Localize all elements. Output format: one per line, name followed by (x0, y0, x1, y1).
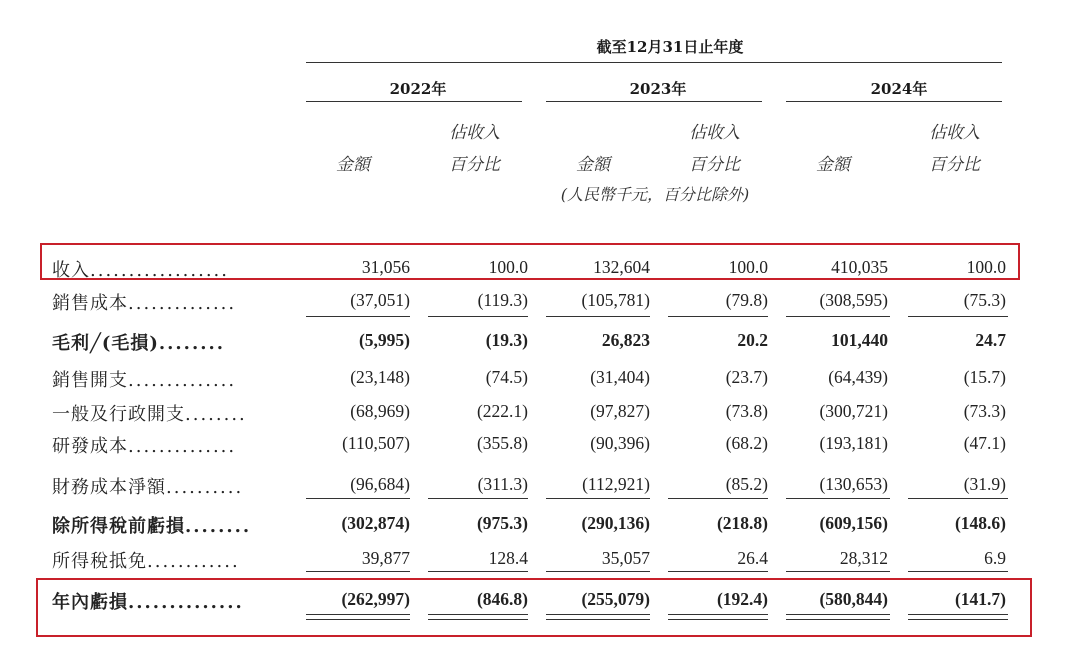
row-label-text: 一般及行政開支 (52, 404, 185, 425)
cell-gross-profit-loss-amount-2022: (5,995) (358, 330, 410, 350)
cell-income-tax-credit-pct-2024: 6.9 (984, 548, 1006, 568)
row-label-text: 銷售成本 (52, 293, 128, 314)
year-2024-rule (786, 101, 1002, 102)
amount-header-2023: 金額 (576, 155, 610, 175)
row-label-text: 年內虧損 (52, 592, 128, 613)
subtotal-underline (306, 498, 410, 499)
cell-admin-expenses-pct-2024: (73.3) (963, 401, 1006, 421)
cell-loss-for-year-pct-2024: (141.7) (954, 589, 1006, 609)
year-2022-rule (306, 101, 522, 102)
cell-loss-before-tax-amount-2023: (290,136) (581, 513, 650, 533)
cell-finance-costs-net-pct-2023: (85.2) (725, 474, 768, 494)
cell-finance-costs-net-amount-2023: (112,921) (582, 474, 650, 494)
cell-loss-before-tax-amount-2024: (609,156) (819, 513, 888, 533)
revenue-highlight-box (40, 243, 1020, 280)
year-2023-rule (546, 101, 762, 102)
cell-revenue-pct-2023: 100.0 (728, 257, 768, 277)
cell-gross-profit-loss-pct-2022: (19.3) (485, 330, 528, 350)
unit-note: (人民幣千元，百分比除外) (560, 185, 750, 204)
cell-selling-expenses-pct-2022: (74.5) (485, 367, 528, 387)
cell-finance-costs-net-pct-2022: (311.3) (477, 474, 528, 494)
leader-dots: ........ (158, 333, 226, 354)
leader-dots: ............ (147, 551, 240, 572)
cell-loss-before-tax-amount-2022: (302,874) (341, 513, 410, 533)
cell-income-tax-credit-amount-2022: 39,877 (361, 548, 410, 568)
cell-gross-profit-loss-amount-2023: 26,823 (601, 330, 650, 350)
amount-header-2022: 金額 (336, 155, 370, 175)
cell-revenue-pct-2022: 100.0 (488, 257, 528, 277)
subtotal-underline (786, 571, 890, 572)
leader-dots: .......... (166, 477, 244, 498)
cell-selling-expenses-amount-2024: (64,439) (828, 367, 888, 387)
cell-finance-costs-net-pct-2024: (31.9) (963, 474, 1006, 494)
leader-dots: .................. (90, 260, 229, 281)
row-label-text: 除所得稅前虧損 (52, 516, 185, 537)
year-2022-header: 2022年 (389, 80, 447, 98)
cell-cost-of-sales-pct-2024: (75.3) (963, 290, 1006, 310)
pct-header-2024-line2: 百分比 (929, 155, 980, 175)
cell-gross-profit-loss-pct-2023: 20.2 (737, 330, 768, 350)
cell-finance-costs-net-amount-2024: (130,653) (819, 474, 888, 494)
cell-rd-costs-amount-2022: (110,507) (342, 433, 410, 453)
subtotal-underline (428, 571, 528, 572)
cell-loss-for-year-pct-2022: (846.8) (476, 589, 528, 609)
leader-dots: .............. (128, 592, 244, 613)
cell-loss-for-year-amount-2023: (255,079) (581, 589, 650, 609)
cell-loss-before-tax-pct-2024: (148.6) (954, 513, 1006, 533)
cell-loss-for-year-amount-2022: (262,997) (341, 589, 410, 609)
cell-loss-before-tax-pct-2022: (975.3) (476, 513, 528, 533)
amount-header-2024: 金額 (816, 155, 850, 175)
row-label-text: 所得稅抵免 (52, 551, 147, 572)
cell-cost-of-sales-amount-2023: (105,781) (581, 290, 650, 310)
cell-selling-expenses-pct-2024: (15.7) (963, 367, 1006, 387)
cell-revenue-amount-2023: 132,604 (593, 257, 650, 277)
subtotal-underline (546, 571, 650, 572)
row-label-rd-costs (52, 432, 236, 458)
year-2023-header: 2023年 (629, 80, 687, 98)
cell-admin-expenses-amount-2023: (97,827) (590, 401, 650, 421)
subtotal-underline (908, 571, 1008, 572)
pct-header-2023-line2: 百分比 (689, 155, 740, 175)
cell-selling-expenses-pct-2023: (23.7) (725, 367, 768, 387)
cell-revenue-pct-2024: 100.0 (966, 257, 1006, 277)
cell-income-tax-credit-pct-2022: 128.4 (488, 548, 528, 568)
cell-cost-of-sales-amount-2022: (37,051) (350, 290, 410, 310)
row-label-loss-before-tax (52, 512, 251, 538)
cell-admin-expenses-pct-2022: (222.1) (476, 401, 528, 421)
pct-header-2023-line1: 佔收入 (689, 123, 740, 143)
subtotal-underline (908, 316, 1008, 317)
subtotal-underline (668, 571, 768, 572)
leader-dots: .............. (128, 293, 237, 314)
subtotal-underline (668, 498, 768, 499)
cell-loss-for-year-amount-2024: (580,844) (819, 589, 888, 609)
cell-admin-expenses-amount-2022: (68,969) (350, 401, 410, 421)
subtotal-underline (306, 571, 410, 572)
year-2024-header: 2024年 (870, 80, 928, 98)
cell-rd-costs-pct-2022: (355.8) (476, 433, 528, 453)
subtotal-underline (786, 498, 890, 499)
cell-gross-profit-loss-amount-2024: 101,440 (831, 330, 888, 350)
cell-income-tax-credit-amount-2023: 35,057 (601, 548, 650, 568)
subtotal-underline (908, 498, 1008, 499)
subtotal-underline (546, 316, 650, 317)
pct-header-2024-line1: 佔收入 (929, 123, 980, 143)
subtotal-underline (428, 316, 528, 317)
period-rule (306, 62, 1002, 63)
subtotal-underline (668, 316, 768, 317)
cell-revenue-amount-2022: 31,056 (361, 257, 410, 277)
row-label-text: 毛利╱(毛損) (52, 333, 159, 354)
row-label-text: 收入 (52, 260, 90, 281)
loss-highlight-box (36, 578, 1032, 637)
cell-admin-expenses-pct-2023: (73.8) (725, 401, 768, 421)
leader-dots: ........ (185, 404, 247, 425)
cell-income-tax-credit-pct-2023: 26.4 (737, 548, 768, 568)
cell-finance-costs-net-amount-2022: (96,684) (350, 474, 410, 494)
cell-cost-of-sales-pct-2023: (79.8) (725, 290, 768, 310)
row-label-cost-of-sales (52, 289, 236, 315)
period-title: 截至12月31日止年度 (596, 38, 744, 56)
leader-dots: .............. (128, 436, 237, 457)
cell-selling-expenses-amount-2023: (31,404) (590, 367, 650, 387)
cell-cost-of-sales-pct-2022: (119.3) (477, 290, 528, 310)
pct-header-2022-line1: 佔收入 (449, 123, 500, 143)
leader-dots: ........ (185, 516, 252, 537)
cell-admin-expenses-amount-2024: (300,721) (819, 401, 888, 421)
row-label-income-tax-credit (52, 547, 240, 573)
row-label-text: 研發成本 (52, 436, 128, 457)
cell-rd-costs-pct-2024: (47.1) (963, 433, 1006, 453)
cell-selling-expenses-amount-2022: (23,148) (350, 367, 410, 387)
cell-cost-of-sales-amount-2024: (308,595) (819, 290, 888, 310)
row-label-admin-expenses (52, 400, 247, 426)
row-label-selling-expenses (52, 366, 236, 392)
subtotal-underline (546, 498, 650, 499)
cell-revenue-amount-2024: 410,035 (831, 257, 888, 277)
row-label-finance-costs-net (52, 473, 243, 499)
leader-dots: .............. (128, 370, 237, 391)
row-label-gross-profit-loss (52, 329, 225, 355)
cell-rd-costs-amount-2023: (90,396) (590, 433, 650, 453)
row-label-text: 財務成本淨額 (52, 477, 166, 498)
pct-header-2022-line2: 百分比 (449, 155, 500, 175)
cell-income-tax-credit-amount-2024: 28,312 (839, 548, 888, 568)
cell-rd-costs-amount-2024: (193,181) (819, 433, 888, 453)
subtotal-underline (306, 316, 410, 317)
subtotal-underline (428, 498, 528, 499)
row-label-text: 銷售開支 (52, 370, 128, 391)
cell-loss-before-tax-pct-2023: (218.8) (716, 513, 768, 533)
subtotal-underline (786, 316, 890, 317)
cell-gross-profit-loss-pct-2024: 24.7 (975, 330, 1006, 350)
cell-loss-for-year-pct-2023: (192.4) (716, 589, 768, 609)
cell-rd-costs-pct-2023: (68.2) (725, 433, 768, 453)
